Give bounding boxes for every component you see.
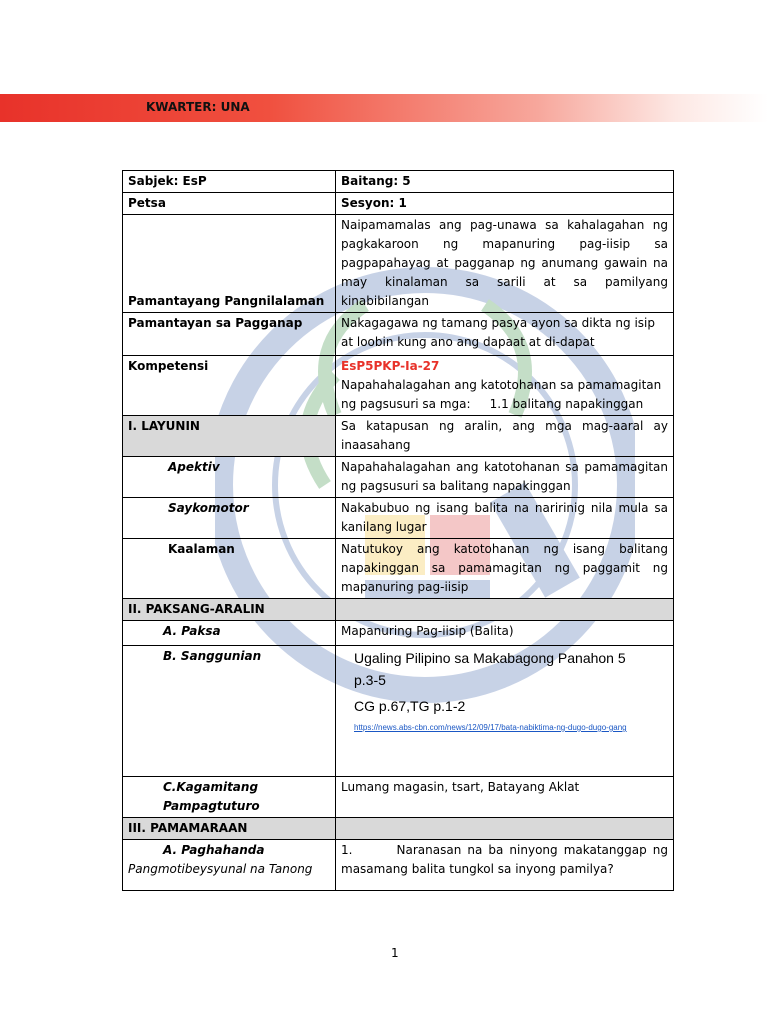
references-guide: CG p.67,TG p.1-2: [354, 698, 466, 714]
cognitive-label: Kaalaman: [123, 539, 336, 599]
session-cell: Sesyon: 1: [336, 193, 674, 215]
date-cell: Petsa: [123, 193, 336, 215]
performance-standard-text: Nakagagawa ng tamang pasya ayon sa dikta ng isip at loobin kung ano ang dapaat at di-dapat: [336, 313, 674, 356]
cognitive-text: Natutukoy ang katotohanan ng isang balitang napakinggan sa pamamagitan ng paggamit ng mapanuring pag-iisip: [336, 539, 674, 599]
table-row: [123, 171, 674, 193]
table-row: [123, 193, 674, 215]
table-row: [123, 498, 674, 539]
references-book: Ugaling Pilipino sa Makabagong Panahon 5 p.3-5: [354, 650, 626, 688]
page-number: 1: [391, 946, 399, 960]
content-standard-text: Naipamamalas ang pag-unawa sa kahalagahan ng pagkakaroon ng mapanuring pag-iisip sa pagpapahayag at pagganap ng anumang gawain na may kinalaman sa sarili at sa pamilyang kinabibilangan: [336, 215, 674, 313]
materials-text: Lumang magasin, tsart, Batayang Aklat: [336, 777, 674, 818]
table-row: [123, 818, 674, 840]
materials-label: C.Kagamitang Pampagtuturo: [123, 777, 336, 818]
table-row: [123, 840, 674, 891]
table-row: [123, 215, 674, 313]
psychomotor-label: Saykomotor: [123, 498, 336, 539]
objectives-text: Sa katapusan ng aralin, ang mga mag-aaral ay inaasahang: [336, 416, 674, 457]
table-row: [123, 356, 674, 416]
objectives-label: I. LAYUNIN: [123, 416, 336, 457]
preparation-number: 1.: [341, 843, 353, 857]
competency-cell: [336, 356, 674, 416]
table-row: [123, 416, 674, 457]
subject-cell: Sabjek: EsP: [123, 171, 336, 193]
topic-label: A. Paksa: [123, 621, 336, 646]
table-row: [123, 599, 674, 621]
procedure-label: III. PAMAMARAAN: [123, 818, 336, 840]
table-row: [123, 646, 674, 777]
preparation-question-cell: [336, 840, 674, 891]
competency-label: Kompetensi: [123, 356, 336, 416]
affective-label: Apektiv: [123, 457, 336, 498]
preparation-cell: [123, 840, 336, 891]
table-row: [123, 777, 674, 818]
content-standard-label: Pamantayang Pangnilalaman: [123, 215, 336, 313]
topic-text: Mapanuring Pag-iisip (Balita): [336, 621, 674, 646]
references-cell: [336, 646, 674, 777]
preparation-sub: Pangmotibeysyunal na Tanong: [128, 862, 313, 876]
subject-matter-empty: [336, 599, 674, 621]
references-link[interactable]: https://news.abs-cbn.com/news/12/09/17/bata-nabiktima-ng-dugo-dugo-gang: [354, 723, 627, 732]
quarter-label: KWARTER: UNA: [146, 100, 250, 114]
table-row: [123, 539, 674, 599]
quarter-band: [0, 94, 768, 122]
subject-matter-label: II. PAKSANG-ARALIN: [123, 599, 336, 621]
table-row: [123, 457, 674, 498]
procedure-empty: [336, 818, 674, 840]
preparation-label: A. Paghahanda: [163, 843, 265, 857]
competency-text: Napahahalagahan ang katotohanan sa pamamagitan ng pagsusuri sa mga: 1.1 balitang napakinggan: [341, 378, 666, 411]
table-row: [123, 313, 674, 356]
preparation-question: Naranasan na ba ninyong makatanggap ng masamang balita tungkol sa inyong pamilya?: [341, 843, 668, 876]
lesson-plan-table: [122, 170, 674, 891]
competency-code: EsP5PKP-Ia-27: [341, 359, 440, 373]
table-row: [123, 621, 674, 646]
affective-text: Napahahalagahan ang katotohanan sa pamamagitan ng pagsusuri sa balitang napakinggan: [336, 457, 674, 498]
performance-standard-label: Pamantayan sa Pagganap: [123, 313, 336, 356]
psychomotor-text: Nakabubuo ng isang balita na naririnig nila mula sa kanilang lugar: [336, 498, 674, 539]
references-label: B. Sanggunian: [123, 646, 336, 777]
grade-cell: Baitang: 5: [336, 171, 674, 193]
